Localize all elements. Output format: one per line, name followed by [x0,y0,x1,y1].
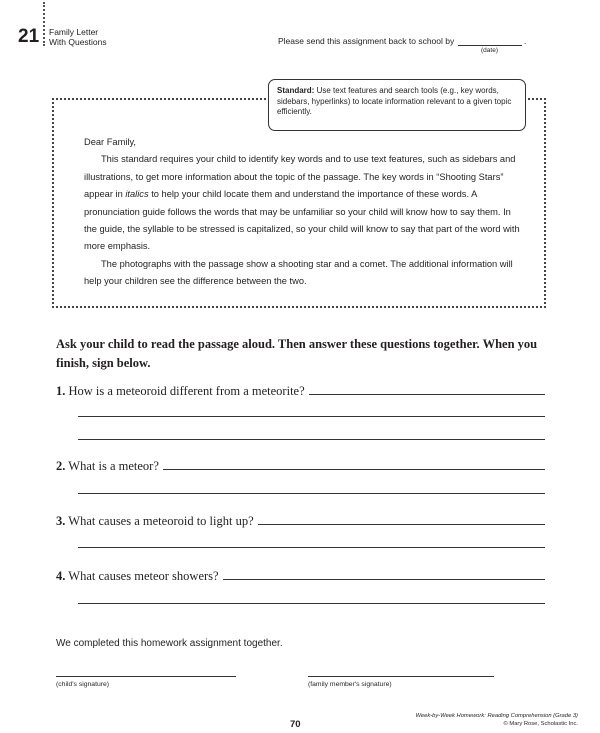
letter-italic-word: italics [125,189,149,200]
question-1 [56,383,309,399]
return-period: . [524,36,527,46]
question-2 [56,458,163,474]
activity-type-line2: With Questions [49,37,107,47]
question-text: What causes a meteoroid to light up? [68,514,254,528]
letter-greeting: Dear Family, [84,137,136,147]
question-number: 1. [56,384,66,398]
answer-line[interactable] [78,493,545,494]
standard-text: Use text features and search tools (e.g., key words, sidebars, hyperlinks) to locate information relevant to a given topic efficiently. [277,86,512,116]
question-number: 2. [56,459,66,473]
page-number: 70 [290,719,301,730]
child-signature-field[interactable] [56,676,236,677]
standard-label: Standard: [277,86,315,95]
letter-paragraph-2: The photographs with the passage show a shooting star and a comet. The additional information will help your children see the difference between the two. [84,258,513,287]
question-4 [56,568,223,584]
child-signature-label: (child's signature) [56,681,110,688]
answer-line[interactable] [78,547,545,548]
letter-paragraph-1-start: This standard requires your child to identify key words and to use text features, such as sidebars and illustrations, to get more information about the topic of the passage. The key words in “Shooting Stars” appear in [84,154,516,200]
letter-paragraph-1-end: to help your child locate them and understand the importance of these words. A pronunciation guide follows the words that may be unfamiliar so your child will know how to say them. In the guide, the syllable to be stressed is capitalized, so your child will know to say that part of the word with more emphasis. [84,189,520,252]
header-divider [43,2,45,46]
activity-type-label [49,27,107,47]
family-signature-field[interactable] [308,676,494,677]
completion-statement: We completed this homework assignment together. [56,638,283,649]
answer-line[interactable] [78,416,545,417]
question-text: How is a meteoroid different from a meteorite? [68,384,305,398]
question-text: What is a meteor? [68,459,159,473]
letter-paragraph-1 [84,151,524,255]
question-text: What causes meteor showers? [68,569,219,583]
return-instruction: Please send this assignment back to school by [278,36,455,46]
return-date-field[interactable] [458,45,522,46]
credit-line [360,712,578,728]
activity-type-line1: Family Letter [49,27,99,37]
standard-callout [268,79,526,131]
answer-line[interactable] [78,603,545,604]
family-signature-label: (family member's signature) [308,681,392,688]
question-3 [56,513,258,529]
activity-number: 21 [18,26,40,47]
question-number: 3. [56,514,66,528]
instructions: Ask your child to read the passage aloud. Then answer these questions together. When you finish, sign below. [56,337,538,370]
credit-copyright: © Mary Rose, Scholastic Inc. [503,721,578,727]
question-number: 4. [56,569,66,583]
date-label: (date) [481,47,498,54]
answer-line[interactable] [78,439,545,440]
credit-title: Week-by-Week Homework: Reading Comprehension (Grade 3) [415,713,578,719]
family-letter [84,134,524,291]
